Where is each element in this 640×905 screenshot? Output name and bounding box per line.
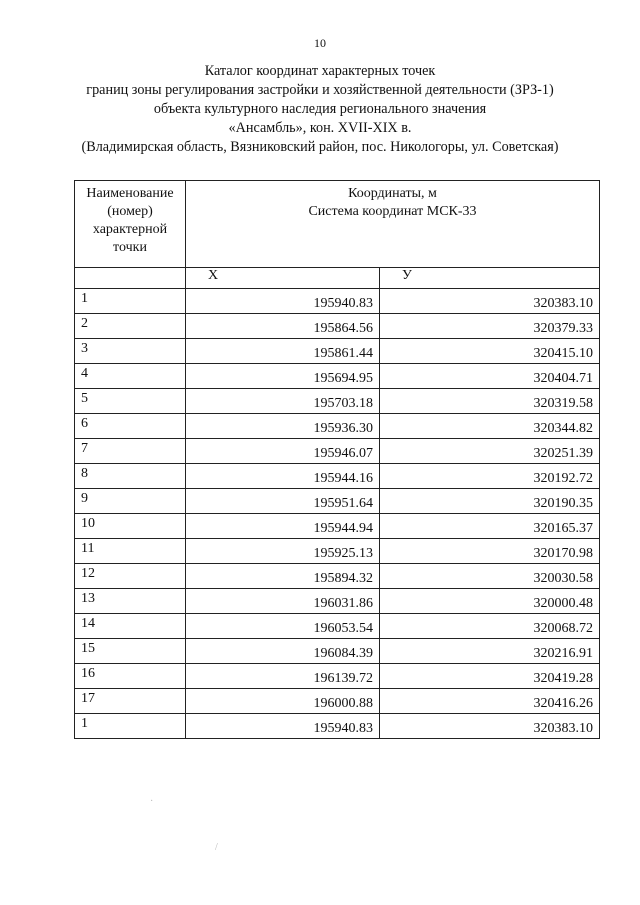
- y-coordinate-cell: 320319.58: [380, 389, 600, 414]
- x-column-header: Х: [186, 268, 380, 289]
- x-coordinate-cell: 196084.39: [186, 639, 380, 664]
- document-heading: [0, 62, 640, 157]
- y-coordinate-cell: 320415.10: [380, 339, 600, 364]
- heading-line: «Ансамбль», кон. XVII-XIX в.: [228, 120, 412, 136]
- y-coordinate-cell: 320383.10: [380, 289, 600, 314]
- table-subheader-row: [75, 268, 600, 289]
- empty-cell: [75, 268, 186, 289]
- x-coordinate-cell: 196000.88: [186, 689, 380, 714]
- x-coordinate-cell: 196139.72: [186, 664, 380, 689]
- x-coordinate-cell: 195944.16: [186, 464, 380, 489]
- point-number-cell: 7: [75, 439, 186, 464]
- y-coordinate-cell: 320165.37: [380, 514, 600, 539]
- header-line: Наименование: [86, 186, 174, 201]
- page-number: 10: [314, 36, 326, 50]
- table-row: [75, 289, 600, 314]
- heading-line: границ зоны регулирования застройки и хозяйственной деятельности (ЗРЗ-1): [86, 82, 554, 98]
- x-coordinate-cell: 195944.94: [186, 514, 380, 539]
- y-coordinate-cell: 320419.28: [380, 664, 600, 689]
- y-coordinate-cell: 320030.58: [380, 564, 600, 589]
- y-coordinate-cell: 320000.48: [380, 589, 600, 614]
- y-coordinate-cell: 320416.26: [380, 689, 600, 714]
- point-number-cell: 2: [75, 314, 186, 339]
- table-row: [75, 714, 600, 739]
- y-coordinate-cell: 320251.39: [380, 439, 600, 464]
- point-number-cell: 11: [75, 539, 186, 564]
- heading-line: объекта культурного наследия регионального значения: [153, 101, 487, 117]
- x-coordinate-cell: 195861.44: [186, 339, 380, 364]
- x-coordinate-cell: 195894.32: [186, 564, 380, 589]
- point-number-cell: 10: [75, 514, 186, 539]
- header-line: точки: [113, 240, 147, 255]
- table-row: [75, 589, 600, 614]
- table-header-row: [75, 181, 600, 268]
- point-number-cell: 15: [75, 639, 186, 664]
- y-coordinate-cell: 320344.82: [380, 414, 600, 439]
- y-coordinate-cell: 320383.10: [380, 714, 600, 739]
- x-coordinate-cell: 195940.83: [186, 289, 380, 314]
- table-row: [75, 664, 600, 689]
- point-number-cell: 8: [75, 464, 186, 489]
- y-coordinate-cell: 320170.98: [380, 539, 600, 564]
- x-coordinate-cell: 195946.07: [186, 439, 380, 464]
- heading-line: Каталог координат характерных точек: [204, 63, 436, 79]
- heading-line: (Владимирская область, Вязниковский район, пос. Никологоры, ул. Советская): [81, 139, 559, 155]
- point-number-cell: 1: [75, 714, 186, 739]
- y-coordinate-cell: 320192.72: [380, 464, 600, 489]
- header-line: (номер): [107, 204, 153, 219]
- y-coordinate-cell: 320190.35: [380, 489, 600, 514]
- y-coordinate-cell: 320216.91: [380, 639, 600, 664]
- scan-speck: ·: [150, 796, 154, 807]
- y-coordinate-cell: 320068.72: [380, 614, 600, 639]
- y-coordinate-cell: 320379.33: [380, 314, 600, 339]
- point-number-cell: 16: [75, 664, 186, 689]
- table-row: [75, 514, 600, 539]
- point-number-cell: 14: [75, 614, 186, 639]
- x-coordinate-cell: 195703.18: [186, 389, 380, 414]
- point-number-cell: 1: [75, 289, 186, 314]
- x-coordinate-cell: 196053.54: [186, 614, 380, 639]
- point-number-cell: 13: [75, 589, 186, 614]
- table-row: [75, 689, 600, 714]
- table-row: [75, 614, 600, 639]
- table-row: [75, 489, 600, 514]
- table-row: [75, 439, 600, 464]
- point-number-cell: 17: [75, 689, 186, 714]
- coordinates-table: [74, 180, 600, 739]
- table-row: [75, 414, 600, 439]
- point-name-header: [75, 181, 186, 268]
- header-line: характерной: [92, 222, 168, 237]
- table-row: [75, 539, 600, 564]
- x-coordinate-cell: 195864.56: [186, 314, 380, 339]
- point-number-cell: 4: [75, 364, 186, 389]
- coordinates-header: [186, 181, 600, 268]
- table-row: [75, 364, 600, 389]
- x-coordinate-cell: 195940.83: [186, 714, 380, 739]
- header-line: Координаты, м: [348, 186, 437, 201]
- table-row: [75, 314, 600, 339]
- y-coordinate-cell: 320404.71: [380, 364, 600, 389]
- point-number-cell: 12: [75, 564, 186, 589]
- table-row: [75, 389, 600, 414]
- x-coordinate-cell: 195925.13: [186, 539, 380, 564]
- x-coordinate-cell: 196031.86: [186, 589, 380, 614]
- point-number-cell: 6: [75, 414, 186, 439]
- point-number-cell: 9: [75, 489, 186, 514]
- point-number-cell: 5: [75, 389, 186, 414]
- scan-speck: /: [215, 842, 218, 853]
- point-number-cell: 3: [75, 339, 186, 364]
- table-row: [75, 339, 600, 364]
- table-row: [75, 564, 600, 589]
- x-coordinate-cell: 195951.64: [186, 489, 380, 514]
- table-row: [75, 464, 600, 489]
- x-coordinate-cell: 195936.30: [186, 414, 380, 439]
- x-coordinate-cell: 195694.95: [186, 364, 380, 389]
- header-line: Система координат МСК-33: [308, 204, 477, 219]
- table-row: [75, 639, 600, 664]
- y-column-header: У: [380, 268, 600, 289]
